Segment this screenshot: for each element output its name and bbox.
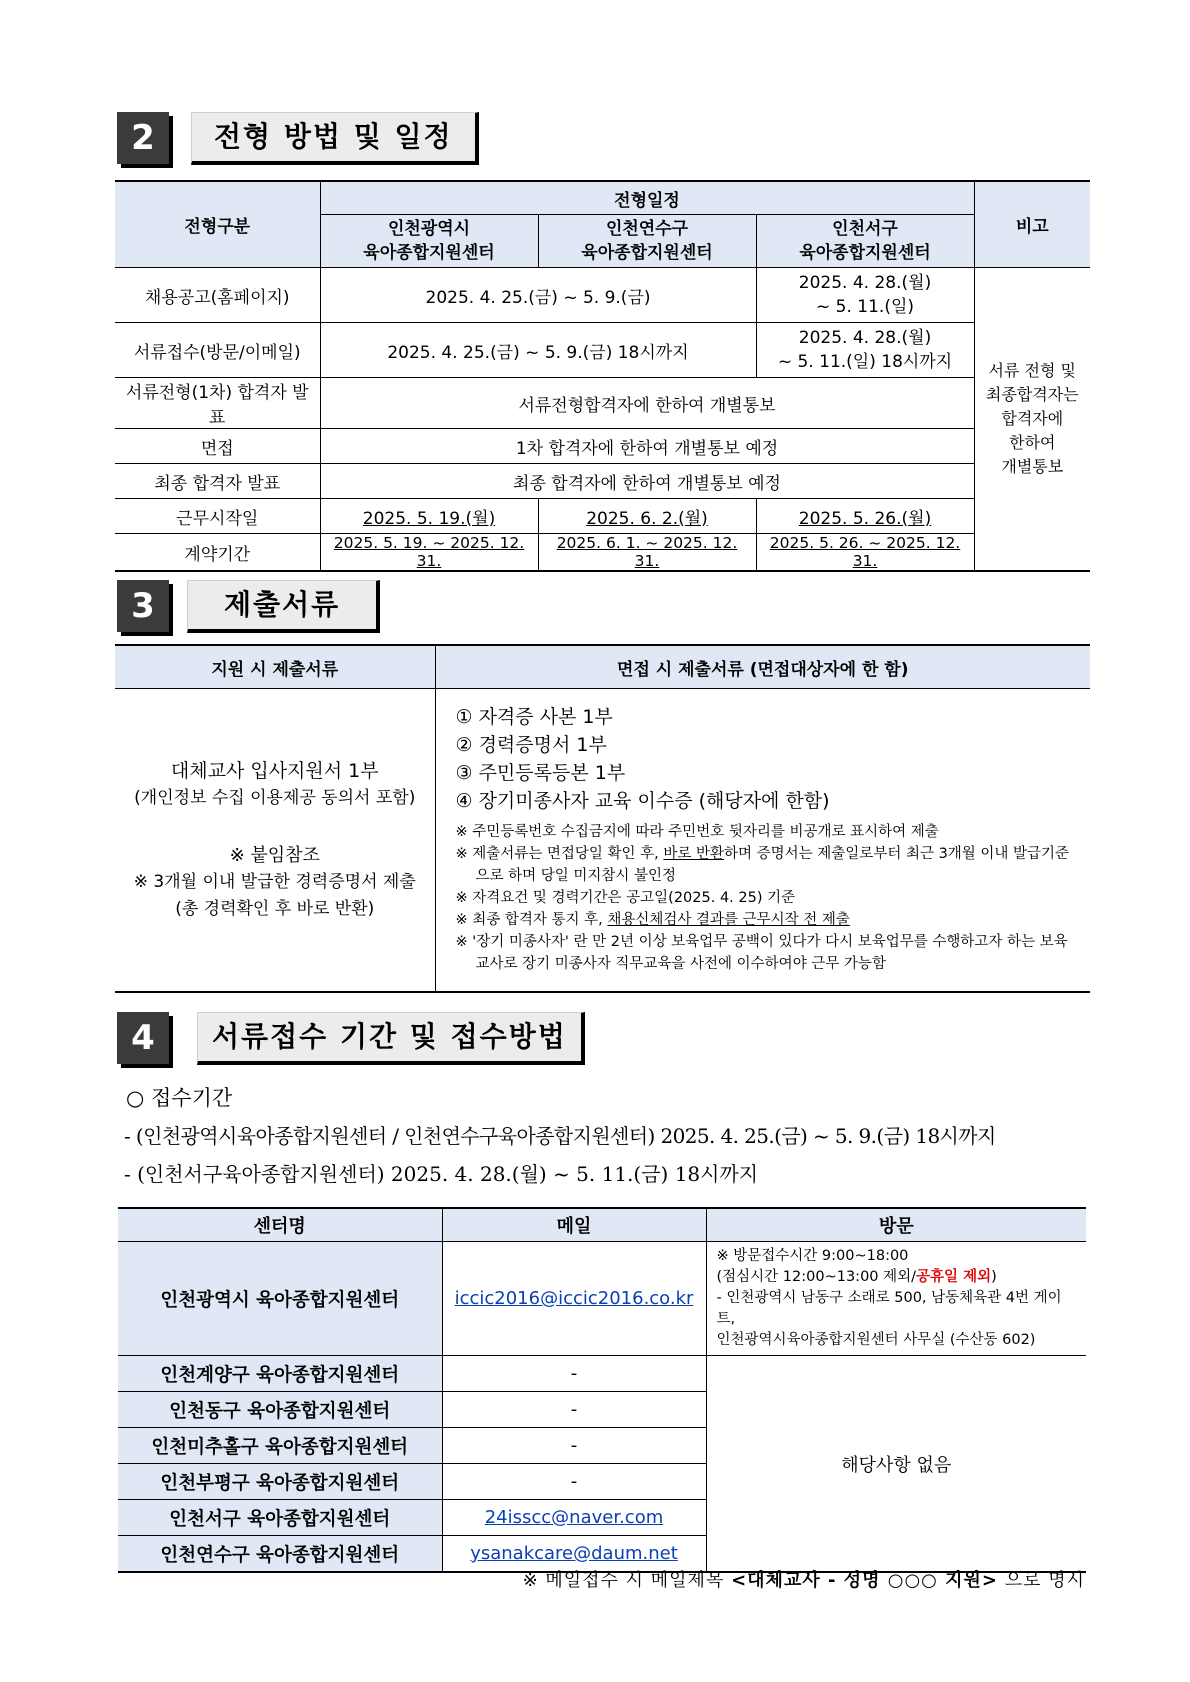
note-2: ※ 제출서류는 면접당일 확인 후, 바로 반환하며 증명서는 제출일로부터 최근 3개월 이내 발급기준으로 하며 당일 미지참시 불인정 — [455, 846, 1070, 884]
header-schedule: 전형일정 — [320, 181, 974, 215]
mail-value: - — [442, 1428, 706, 1464]
row-label: 채용공고(홈페이지) — [115, 268, 320, 323]
section-title: 제출서류 — [187, 580, 380, 633]
center-name: 인천동구 육아종합지원센터 — [118, 1392, 442, 1428]
center-name: 인천부평구 육아종합지원센터 — [118, 1464, 442, 1500]
section-number: 2 — [117, 112, 169, 164]
contract-period: 2025. 5. 19. ~ 2025. 12. 31. — [333, 534, 525, 570]
row-value: 최종 합격자에 한하여 개별통보 예정 — [320, 464, 974, 499]
interview-item: ② 경력증명서 1부 — [455, 734, 607, 756]
start-date: 2025. 6. 2.(월) — [586, 508, 708, 529]
period-line-2: - (인천서구육아종합지원센터) 2025. 4. 28.(월) ~ 5. 11.(금) 18시까지 — [124, 1162, 759, 1186]
note-1: ※ 주민등록번호 수집금지에 따라 주민번호 뒷자리를 비공개로 표시하여 제출 — [455, 824, 939, 840]
visit-none: 해당사항 없음 — [706, 1356, 1086, 1573]
center-name: 인천연수구 육아종합지원센터 — [118, 1536, 442, 1573]
row-value: 1차 합격자에 한하여 개별통보 예정 — [320, 429, 974, 464]
center-name: 인천계양구 육아종합지원센터 — [118, 1356, 442, 1392]
header-visit: 방문 — [706, 1208, 1086, 1242]
note-5: ※ '장기 미종사자' 란 만 2년 이상 보육업무 공백이 있다가 다시 보육업무를 수행하고자 하는 보육교사로 장기 미종사자 직무교육을 사전에 이수하여야 근무 가능함 — [455, 934, 1068, 972]
period-line-1: - (인천광역시육아종합지원센터 / 인천연수구육아종합지원센터) 2025. 4. 25.(금) ~ 5. 9.(금) 18시까지 — [124, 1124, 996, 1148]
schedule-table — [115, 180, 1090, 572]
interview-docs-cell — [435, 689, 1090, 993]
apply-sub: (개인정보 수집 이용제공 동의서 포함) — [134, 787, 416, 808]
note-4: ※ 최종 합격자 통지 후, 채용신체검사 결과를 근무시작 전 제출 — [455, 912, 850, 928]
submission-table — [118, 1207, 1086, 1573]
row-value: 2025. 4. 25.(금) ~ 5. 9.(금) — [320, 268, 756, 323]
header-center-yeonsu: 인천연수구 육아종합지원센터 — [538, 215, 756, 268]
section-title: 전형 방법 및 일정 — [191, 112, 479, 165]
header-category: 전형구분 — [115, 181, 320, 268]
apply-career: ※ 3개월 이내 발급한 경력증명서 제출 — [133, 871, 416, 892]
section-number: 3 — [117, 580, 169, 632]
header-center-seogu: 인천서구 육아종합지원센터 — [756, 215, 974, 268]
row-label: 면접 — [115, 429, 320, 464]
mail-value: - — [442, 1464, 706, 1500]
start-date: 2025. 5. 19.(월) — [362, 508, 496, 529]
header-interview-docs: 면접 시 제출서류 (면접대상자에 한 함) — [435, 645, 1090, 689]
mail-subject-note: ※ 메일접수 시 메일제목 <대체교사 - 성명 ○○○ 지원> 으로 명시 — [522, 1570, 1085, 1591]
center-name: 인천광역시 육아종합지원센터 — [118, 1242, 442, 1356]
interview-item: ④ 장기미종사자 교육 이수증 (해당자에 한함) — [455, 790, 830, 812]
documents-table — [115, 644, 1090, 993]
note-3: ※ 자격요건 및 경력기간은 공고일(2025. 4. 25) 기준 — [455, 890, 796, 906]
row-value: 서류전형합격자에 한하여 개별통보 — [320, 378, 974, 429]
center-name: 인천미추홀구 육아종합지원센터 — [118, 1428, 442, 1464]
row-value: 2025. 4. 28.(월) ~ 5. 11.(일) 18시까지 — [756, 323, 974, 378]
header-apply-docs: 지원 시 제출서류 — [115, 645, 435, 689]
apply-ref: ※ 붙임참조 — [229, 844, 320, 866]
notes — [456, 821, 1081, 975]
mail-link[interactable]: 24isscc@naver.com — [484, 1507, 664, 1528]
apply-docs-cell — [115, 689, 435, 993]
mail-value: - — [442, 1356, 706, 1392]
header-note: 비고 — [974, 181, 1090, 268]
row-value: 2025. 4. 25.(금) ~ 5. 9.(금) 18시까지 — [320, 323, 756, 378]
header-center-incheon: 인천광역시 육아종합지원센터 — [320, 215, 538, 268]
row-label: 계약기간 — [115, 534, 320, 572]
row-label: 최종 합격자 발표 — [115, 464, 320, 499]
center-name: 인천서구 육아종합지원센터 — [118, 1500, 442, 1536]
contract-period: 2025. 5. 26. ~ 2025. 12. 31. — [769, 534, 961, 570]
interview-item: ③ 주민등록등본 1부 — [455, 762, 626, 784]
row-label: 서류전형(1차) 합격자 발표 — [115, 378, 320, 429]
section-number: 4 — [117, 1012, 169, 1064]
note-cell: 서류 전형 및 최종합격자는 합격자에 한하여 개별통보 — [974, 268, 1090, 572]
period-heading: ○ 접수기간 — [126, 1086, 233, 1110]
mail-value: - — [442, 1392, 706, 1428]
interview-item: ① 자격증 사본 1부 — [455, 706, 613, 728]
row-label: 서류접수(방문/이메일) — [115, 323, 320, 378]
row-value: 2025. 4. 28.(월) ~ 5. 11.(일) — [756, 268, 974, 323]
start-date: 2025. 5. 26.(월) — [798, 508, 932, 529]
visit-info: ※ 방문접수시간 9:00~18:00 (점심시간 12:00~13:00 제외/공휴일 제외) - 인천광역시 남동구 소래로 500, 남동체육관 4번 게이트, 인천광역시육아종합지원센터 사무실 (수산동 602) — [706, 1242, 1086, 1356]
apply-main: 대체교사 입사지원서 1부 — [170, 759, 379, 782]
section-title: 서류접수 기간 및 접수방법 — [197, 1012, 585, 1065]
apply-career-sub: (총 경력확인 후 바로 반환) — [175, 898, 375, 919]
row-label: 근무시작일 — [115, 499, 320, 534]
contract-period: 2025. 6. 1. ~ 2025. 12. 31. — [556, 534, 738, 570]
mail-link[interactable]: iccic2016@iccic2016.co.kr — [454, 1288, 694, 1309]
header-mail: 메일 — [442, 1208, 706, 1242]
mail-link[interactable]: ysanakcare@daum.net — [470, 1543, 678, 1564]
header-center: 센터명 — [118, 1208, 442, 1242]
